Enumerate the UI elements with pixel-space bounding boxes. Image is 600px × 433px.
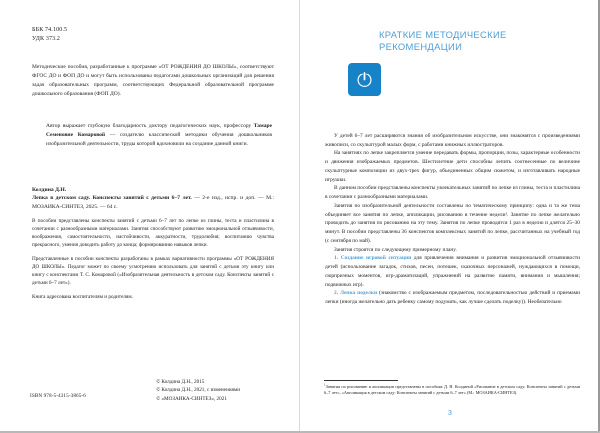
colophon (22, 378, 282, 403)
body-paragraph: На занятиях по лепке закрепляется умение передавать формы, пропорции, позы, характерные особенности и движения изображаемых предметов. Шестилетние дети способны лепить соотнесенные по величине скульптурные композиции из двух-трех фигур, объединенных общим сюжетом, и изготавливать народные игрушки. (325, 150, 580, 183)
footnote-text: Занятия по рисованию и аппликации представлены в пособиях Д. Н. Колдиной «Рисование в детском саду: Конспекты занятий с детьми 6–7 лет», «Аппликация в детском саду: Конспекты занятий с детьми 6–7 лет» (М.: МОЗАИКА-СИНТЕЗ). (324, 383, 580, 396)
program-compliance-note: Методические пособия, разработанные к программе «ОТ РОЖДЕНИЯ ДО ШКОЛЫ», соответствуют ФГОС ДО и ФОП ДО и могут быть использованы педагогами дошкольных организаций для решения задач образовательных программ, соответствующих Федеральной образовательной программе дошкольного образования (ФОП ДО). (32, 64, 274, 98)
body-paragraph: В данном пособии представлены конспекты увлекательных занятий по лепке из глины, теста и пластилина в сочетании с разнообразными материалами. (325, 185, 580, 201)
page-number: 3 (448, 410, 452, 417)
copyright-list (156, 378, 240, 403)
annotation-block (32, 218, 274, 301)
annotation-paragraph: В пособии представлены конспекты занятий с детьми 6–7 лет по лепке из глины, теста и пластилина в сочетании с разнообразными материалами. Занятия способствуют развитию эмоциональной отзывчивости, воображения, самостоятельности, настойчивости, аккуратности, трудолюбия; воспитанию чувства прекрасного, умения доводить работу до конца; формированию навыков лепки. (32, 218, 274, 249)
bibliographic-record (32, 186, 274, 302)
acknowledgement-person-name: Тамаре Семеновне Комаровой (46, 123, 272, 139)
footnote (324, 384, 580, 397)
power-icon (348, 63, 381, 96)
acknowledgement-text-start: Автор выражает глубокую благодарность доктору педагогических наук, профессору (46, 123, 254, 129)
footnote-marker: 1 (324, 382, 326, 387)
chapter-body (325, 132, 580, 307)
copyright-line: © Колдина Д.Н., 2021, с изменениями (156, 387, 240, 394)
lesson-step-1-label: 1. Создание игровой ситуации (334, 255, 412, 262)
classification-codes (32, 26, 278, 43)
biblio-imprint: — 2-е изд., испр. и доп. — М.: МОЗАИКА-СИНТЕЗ, 2025. — 64 с. (32, 195, 274, 210)
body-paragraph: Занятия строятся по следующему примерному плану. (334, 246, 457, 253)
annotation-paragraph: Представленные в пособии конспекты разработаны в рамках вариативности программы «ОТ РОЖДЕНИЯ ДО ШКОЛЫ». Педагог может по своему усмотрению использовать для занятий с детьми эту книгу или книгу с конспектами Т. С. Комаровой («Изобразительная деятельность в детском саду. Конспекты занятий с детьми 6–7 лет»). (32, 256, 274, 286)
copyright-line: © «МОЗАИКА-СИНТЕЗ», 2021 (156, 395, 227, 402)
page-gutter-divider (299, 0, 300, 433)
chapter-title: КРАТКИЕ МЕТОДИЧЕСКИЕ РЕКОМЕНДАЦИИ (379, 29, 507, 53)
footnote-area (322, 380, 582, 397)
right-page (300, 0, 600, 433)
bbk-code: ББК 74.100.5 (32, 27, 68, 33)
body-paragraph: Занятия по изобразительной деятельности составлены по тематическому принципу: одна и та же тема объединяет все занятия по лепке, аппликации, рисованию в течение недели¹. Занятие по лепке желательно проводить до занятия по рисованию на эту тему. Занятия по лепке проводятся 1 раз в неделю и длятся 25–30 минут. В пособии представлены 36 конспектов комплексных занятий по лепке, рассчитанных на учебный год (с сентября по май). (325, 202, 580, 244)
lesson-step-1-text: для привлечения внимания и развития эмоциональной отзывчивости детей (использование загадок, стихов, песен, потешек, сказочных персонажей, нуждающихся в помощи, сюрпризных моментов, игр-драматизаций, упражнений на развитие памяти, внимания и мышления; подвижных игр). (325, 255, 580, 288)
annotation-paragraph: Книга адресована воспитателям и родителям. (32, 293, 133, 300)
lesson-step-1 (325, 254, 580, 289)
biblio-title-main: Лепка в детском саду. Конспекты занятий с детьми 6–7 лет. (32, 195, 192, 202)
biblio-author: Колдина Д.Н. (32, 186, 67, 193)
udk-code: УДК 373.2 (32, 35, 61, 42)
copyright-line: © Колдина Д.Н., 2015 (156, 378, 205, 385)
body-paragraph: У детей 6–7 лет расширяются знания об изобразительном искусстве, они знакомятся с произведениями живописи, со скульптурой малых форм, с работами книжных иллюстраторов. (325, 132, 580, 148)
acknowledgement-text-end: — создателю классической методики обучения дошкольников изобразительной деятельности, труды которой вдохновили на создание данной книги. (46, 132, 273, 148)
isbn: ISBN 978-5-4315-3865-6 (30, 393, 86, 399)
lesson-step-2-text: (знакомство с изображаемым предметом, последовательностью действий и приемами лепки (иногда желательно дать ребенку самому подумать, как лучше сделать поделку)). Необязательно (325, 290, 581, 306)
lesson-step-2 (325, 289, 580, 307)
biblio-title (32, 194, 274, 211)
acknowledgement-paragraph (46, 122, 272, 150)
lesson-step-2-label: 2. Лепка поделки (334, 290, 378, 297)
footnote-rule (324, 380, 398, 381)
